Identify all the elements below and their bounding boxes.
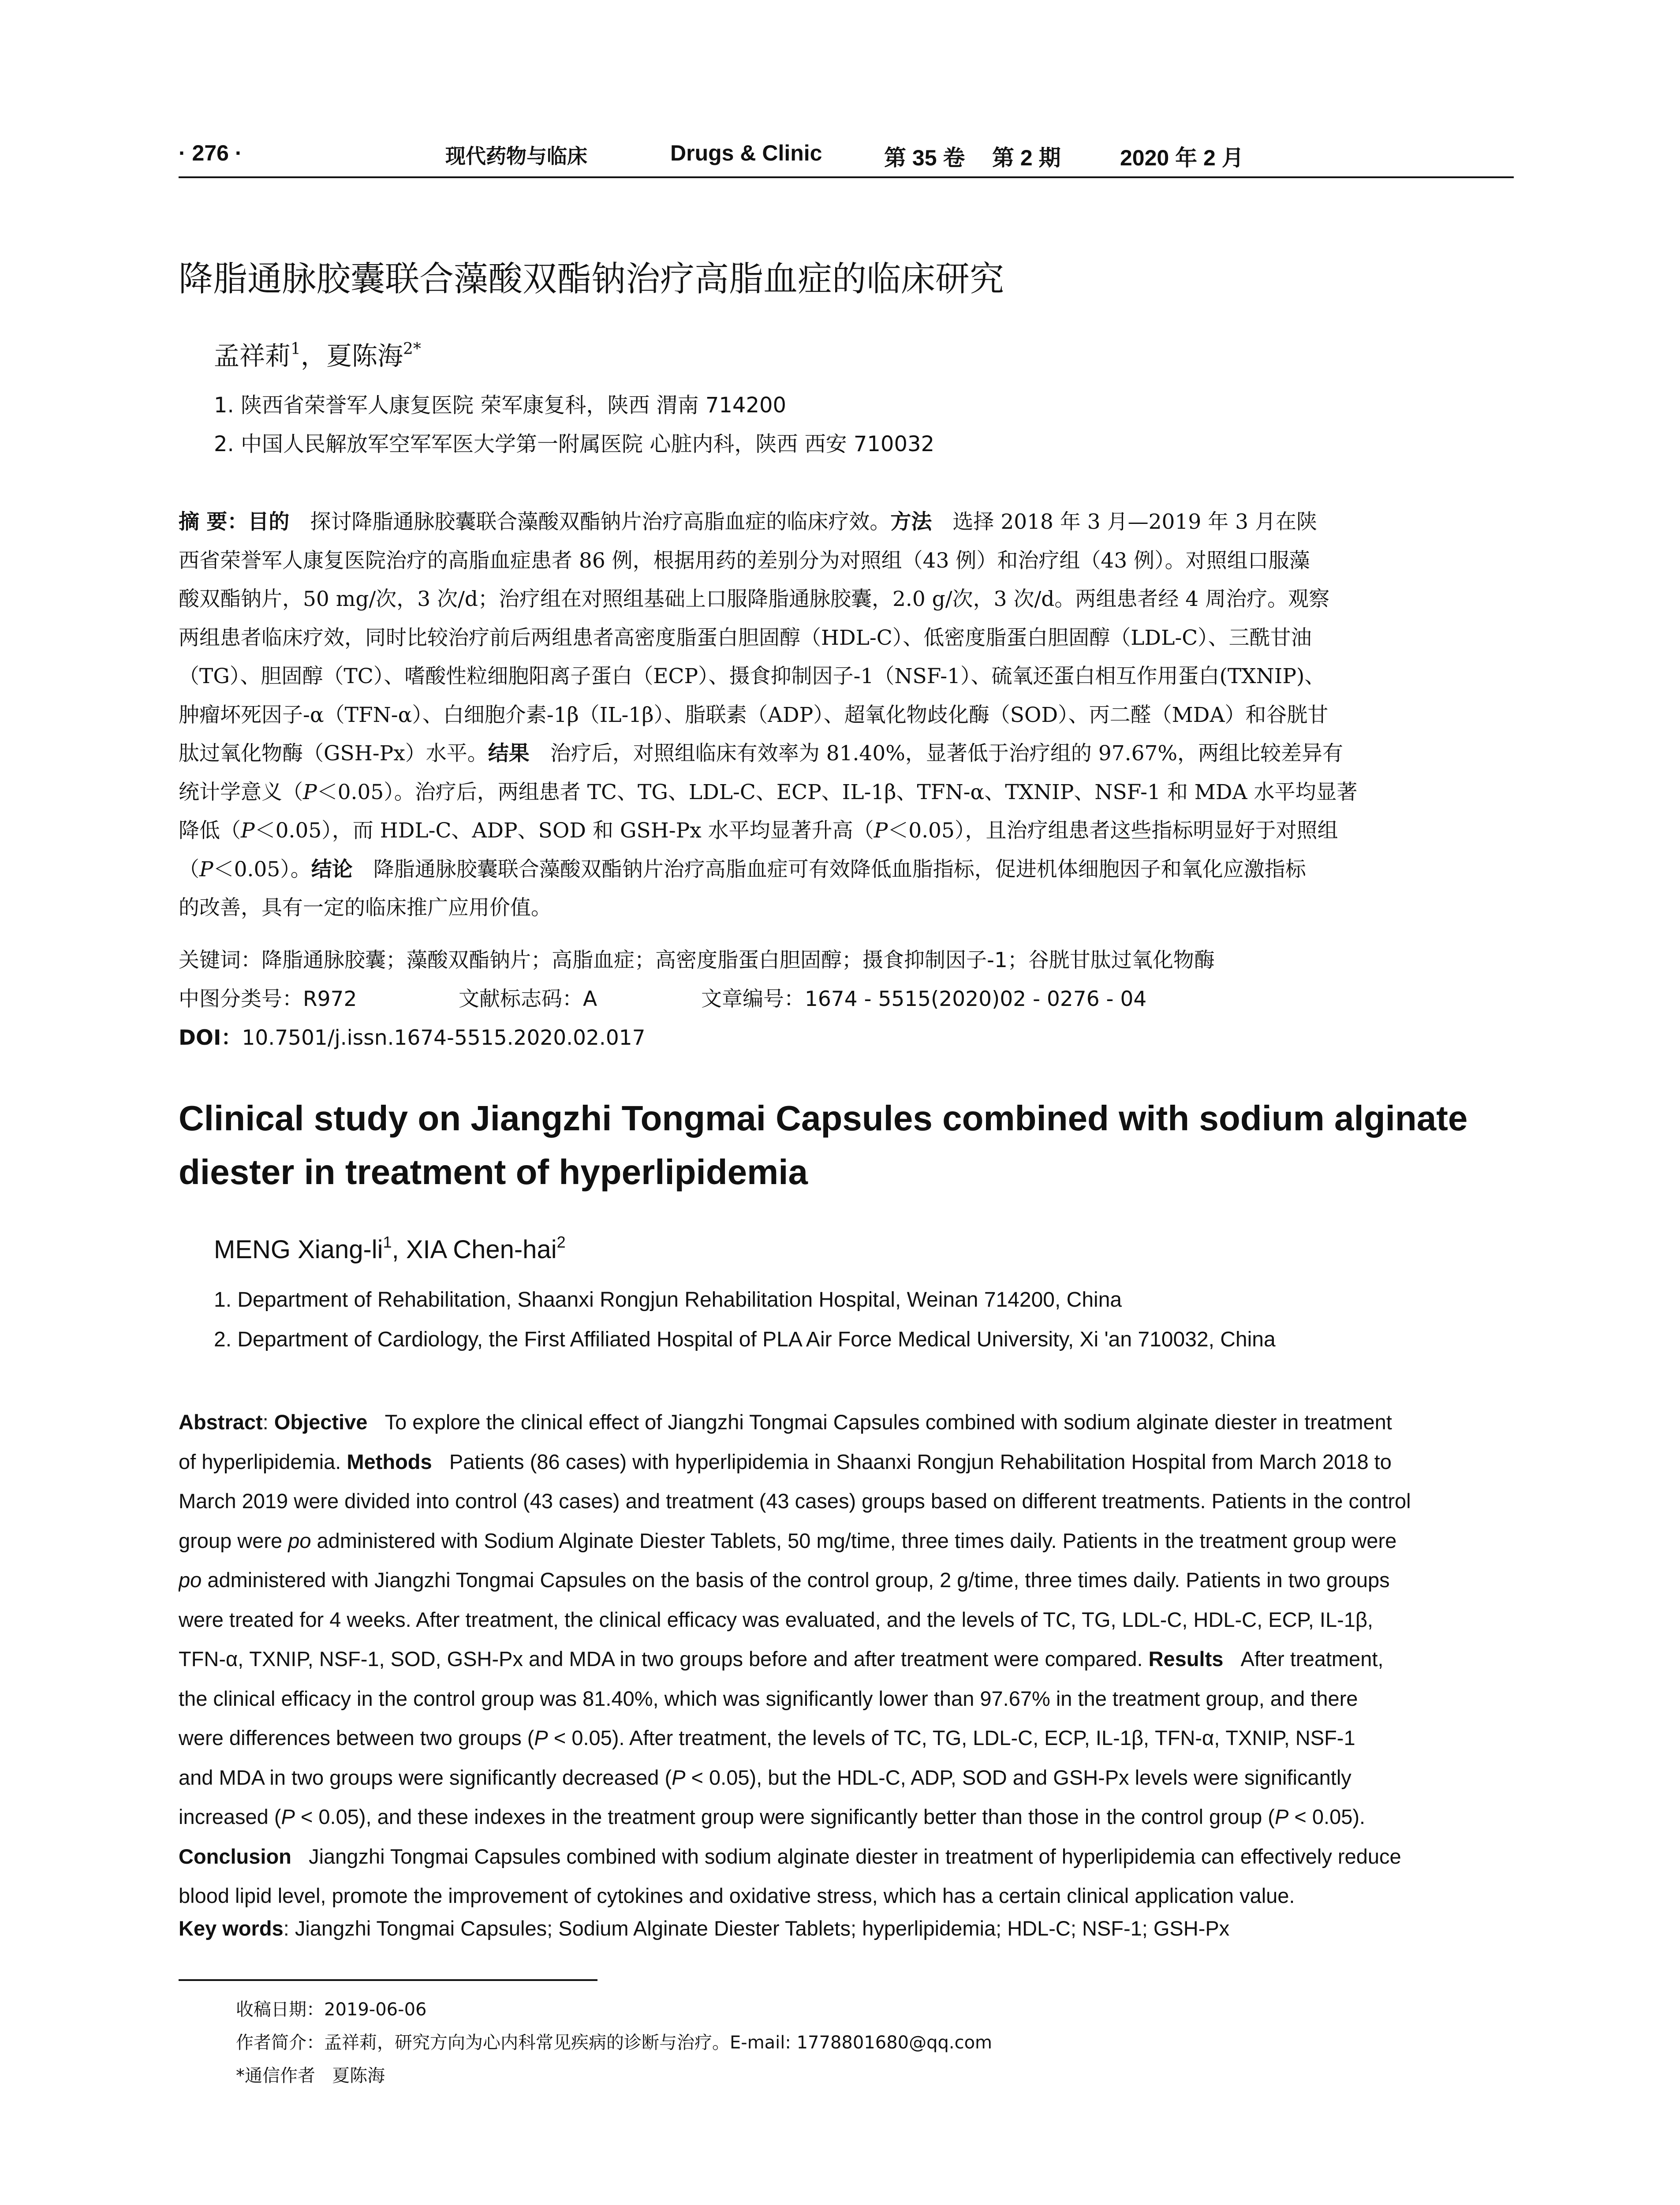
p-value-symbol: P [874, 818, 888, 843]
title-cn: 降脂通脉胶囊联合藻酸双酯钠治疗高脂血症的临床研究 [179, 259, 1004, 299]
footnote-rule [179, 1979, 597, 1981]
article-number [701, 983, 1146, 1012]
title-en-line-1: Clinical study on Jiangzhi Tongmai Capsules combined with sodium alginate [179, 1099, 1468, 1138]
abstract-en-line-1: To explore the clinical effect of Jiangzhi Tongmai Capsules combined with sodium alginate diester in treatment [385, 1410, 1392, 1434]
affiliation-2-en: 2. Department of Cardiology, the First Affiliated Hospital of PLA Air Force Medical University, Xi 'an 710032, China [214, 1328, 1276, 1351]
p-value-symbol: P [672, 1765, 686, 1789]
author-2-cn: 夏陈海 [326, 341, 403, 371]
p-value-symbol: P [199, 857, 213, 882]
page-number: · 276 · [179, 141, 243, 165]
received-label: 收稿日期： [236, 1999, 324, 2020]
abstract-cn-line-9b: ＜0.05），而 HDL-C、ADP、SOD 和 GSH-Px 水平均显著升高（ [254, 818, 874, 843]
abstract-cn-line-8a: 统计学意义（ [179, 780, 303, 804]
author-separator-cn: ， [300, 341, 326, 371]
keywords-en-text: Jiangzhi Tongmai Capsules; Sodium Alginate Diester Tablets; hyperlipidemia; HDL-C; NSF-1; GSH-Px [295, 1917, 1230, 1940]
abstract-en-line-11b: < 0.05), and these indexes in the treatment group were significantly better than those in the control group ( [295, 1805, 1275, 1828]
author-separator-en: , [392, 1235, 406, 1264]
author-2-affil-cn: 2* [403, 340, 421, 358]
abstract-en-line-9a: were differences between two groups ( [179, 1726, 534, 1749]
p-value-symbol: P [281, 1805, 295, 1828]
abstract-label-cn: 摘 要： [179, 510, 248, 534]
header-rule [179, 176, 1514, 178]
clc-number [179, 983, 357, 1012]
document-code [459, 983, 597, 1012]
abstract-en [179, 1402, 1515, 1916]
abstract-en-line-12: Jiangzhi Tongmai Capsules combined with sodium alginate diester in treatment of hyperlipidemia can effectively reduce [309, 1844, 1401, 1868]
affiliation-1-cn: 1. 陕西省荣誉军人康复医院 荣军康复科，陕西 渭南 714200 [214, 393, 787, 418]
abstract-colon-en: : [262, 1410, 274, 1434]
po-term: po [179, 1568, 202, 1592]
abstract-cn-line-9a: 降低（ [179, 818, 241, 843]
abstract-en-line-3: March 2019 were divided into control (43 cases) and treatment (43 cases) groups based on different treatments. Patients in the control [179, 1489, 1411, 1513]
abstract-cn-line-3: 酸双酯钠片，50 mg/次，3 次/d；治疗组在对照组基础上口服降脂通脉胶囊，2.0 g/次，3 次/d。两组患者经 4 周治疗。观察 [179, 587, 1330, 611]
author-bio [236, 2029, 992, 2054]
author-1-affil-en: 1 [383, 1233, 392, 1251]
methods-label-cn: 方法 [890, 510, 932, 534]
author-1-en: MENG Xiang-li [214, 1235, 383, 1264]
p-value-symbol: P [1274, 1805, 1289, 1828]
author-1-affil-cn: 1 [291, 340, 301, 358]
volume: 第 35 卷 [884, 146, 965, 170]
objective-label-cn: 目的 [248, 510, 290, 534]
authors-cn [214, 335, 421, 372]
po-term: po [288, 1529, 311, 1552]
abstract-cn-line-11: 的改善，具有一定的临床推广应用价值。 [179, 896, 552, 920]
abstract-en-line-2-tail: Patients (86 cases) with hyperlipidemia in Shaanxi Rongjun Rehabilitation Hospital from March 2018 to [449, 1450, 1392, 1473]
abstract-cn-line-7: 肽过氧化物酶（GSH-Px）水平。 [179, 741, 488, 766]
abstract-cn-line-10-tail: 降脂通脉胶囊联合藻酸双酯钠片治疗高脂血症可有效降低血脂指标，促进机体细胞因子和氧化应激指标 [373, 857, 1306, 882]
author-2-affil-en: 2 [556, 1233, 566, 1251]
author-bio-label: 作者简介： [236, 2033, 324, 2053]
clc-label: 中图分类号： [179, 987, 303, 1011]
conclusion-label-cn: 结论 [311, 857, 353, 882]
document-code-value: A [583, 987, 597, 1011]
abstract-cn [179, 503, 1515, 927]
keywords-label-en: Key words [179, 1917, 284, 1940]
abstract-en-line-10a: and MDA in two groups were significantly decreased ( [179, 1765, 672, 1789]
article-number-value: 1674 - 5515(2020)02 - 0276 - 04 [805, 987, 1147, 1011]
issue: 第 2 期 [992, 146, 1061, 170]
abstract-cn-line-6: 肿瘤坏死因子-α（TFN-α）、白细胞介素-1β（IL-1β）、脂联素（ADP）、超氧化物歧化酶（SOD）、丙二醛（MDA）和谷胱甘 [179, 703, 1329, 727]
abstract-cn-line-10b: ＜0.05）。 [213, 857, 311, 882]
p-value-symbol: P [241, 818, 255, 843]
objective-label-en: Objective [274, 1410, 368, 1434]
author-1-cn: 孟祥莉 [214, 341, 291, 371]
issue-date: 2020 年 2 月 [1120, 146, 1244, 170]
abstract-en-line-9b: < 0.05). After treatment, the levels of TC, TG, LDL-C, ECP, IL-1β, TFN-α, TXNIP, NSF-1 [548, 1726, 1355, 1749]
journal-name-cn: 现代药物与临床 [445, 144, 587, 168]
keywords-cn [179, 944, 1215, 973]
doi [179, 1021, 646, 1051]
journal-name-en: Drugs & Clinic [670, 141, 822, 165]
corresponding-author [236, 2062, 385, 2087]
abstract-en-line-6: were treated for 4 weeks. After treatment, the clinical efficacy was evaluated, and the levels of TC, TG, LDL-C, HDL-C, ECP, IL-1β, [179, 1607, 1373, 1631]
abstract-en-line-11c: < 0.05). [1288, 1805, 1366, 1828]
abstract-cn-line-5: （TG）、胆固醇（TC）、嗜酸性粒细胞阳离子蛋白（ECP）、摄食抑制因子-1（NSF-1）、硫氧还蛋白相互作用蛋白(TXNIP)、 [179, 664, 1325, 688]
abstract-cn-line-4: 两组患者临床疗效，同时比较治疗前后两组患者高密度脂蛋白胆固醇（HDL-C）、低密度脂蛋白胆固醇（LDL-C）、三酰甘油 [179, 625, 1312, 650]
abstract-en-line-10b: < 0.05), but the HDL-C, ADP, SOD and GSH-Px levels were significantly [685, 1765, 1351, 1789]
abstract-cn-line-8b: ＜0.05）。治疗后，两组患者 TC、TG、LDL-C、ECP、IL-1β、TFN-α、TXNIP、NSF-1 和 MDA 水平均显著 [317, 780, 1358, 804]
abstract-cn-line-7-tail: 治疗后，对照组临床有效率为 81.40%，显著低于治疗组的 97.67%，两组比较差异有 [550, 741, 1344, 766]
document-code-label: 文献标志码： [459, 987, 583, 1011]
keywords-colon-en: : [283, 1917, 295, 1940]
corresponding-author-label: *通信作者 [236, 2066, 315, 2086]
keywords-label-cn: 关键词： [179, 948, 261, 972]
abstract-label-en: Abstract [179, 1410, 263, 1434]
abstract-cn-line-10a: （ [179, 857, 199, 882]
abstract-cn-line-9c: ＜0.05），且治疗组患者这些指标明显好于对照组 [888, 818, 1338, 843]
abstract-en-line-4b: administered with Sodium Alginate Diester Tablets, 50 mg/time, three times daily. Patients in the treatment group were [317, 1529, 1397, 1552]
abstract-cn-line-1: 探讨降脂通脉胶囊联合藻酸双酯钠片治疗高脂血症的临床疗效。 [310, 510, 891, 534]
doi-value: 10.7501/j.issn.1674-5515.2020.02.017 [242, 1026, 646, 1050]
corresponding-author-name: 夏陈海 [332, 2066, 385, 2086]
p-value-symbol: P [534, 1726, 548, 1749]
abstract-en-line-4a: group were [179, 1529, 283, 1552]
author-bio-text: 孟祥莉，研究方向为心内科常见疾病的诊断与治疗。E-mail: 1778801680@qq.com [324, 2033, 993, 2053]
results-label-cn: 结果 [488, 741, 530, 766]
p-value-symbol: P [303, 780, 317, 804]
conclusion-label-en: Conclusion [179, 1844, 291, 1868]
article-number-label: 文章编号： [701, 987, 805, 1011]
abstract-en-line-13: blood lipid level, promote the improvement of cytokines and oxidative stress, which has a certain clinical application value. [179, 1884, 1295, 1907]
affiliation-2-cn: 2. 中国人民解放军空军军医大学第一附属医院 心脏内科，陕西 西安 710032 [214, 432, 935, 456]
affiliation-1-en: 1. Department of Rehabilitation, Shaanxi Rongjun Rehabilitation Hospital, Weinan 714200, China [214, 1288, 1122, 1312]
abstract-cn-line-1-tail: 选择 2018 年 3 月—2019 年 3 月在陕 [952, 510, 1317, 534]
doi-label: DOI： [179, 1026, 242, 1050]
clc-value: R972 [303, 987, 357, 1011]
received-date [236, 1996, 426, 2021]
abstract-en-line-5: administered with Jiangzhi Tongmai Capsules on the basis of the control group, 2 g/time, three times daily. Patients in two groups [207, 1568, 1390, 1592]
authors-en [214, 1235, 566, 1264]
title-en-line-2: diester in treatment of hyperlipidemia [179, 1152, 808, 1192]
abstract-en-line-7: TFN-α, TXNIP, NSF-1, SOD, GSH-Px and MDA in two groups before and after treatment were compared. [179, 1647, 1143, 1671]
keywords-cn-text: 降脂通脉胶囊；藻酸双酯钠片；高脂血症；高密度脂蛋白胆固醇；摄食抑制因子-1；谷胱甘肽过氧化物酶 [261, 948, 1215, 972]
results-label-en: Results [1148, 1647, 1224, 1671]
abstract-cn-line-2: 西省荣誉军人康复医院治疗的高脂血症患者 86 例，根据用药的差别分为对照组（43 例）和治疗组（43 例）。对照组口服藻 [179, 548, 1310, 573]
author-2-en: XIA Chen-hai [406, 1235, 557, 1264]
abstract-en-line-11a: increased ( [179, 1805, 281, 1828]
abstract-en-line-7-tail: After treatment, [1240, 1647, 1384, 1671]
keywords-en [179, 1916, 1229, 1940]
received-value: 2019-06-06 [324, 1999, 427, 2020]
abstract-en-line-8: the clinical efficacy in the control group was 81.40%, which was significantly lower than 97.67% in the treatment group, and there [179, 1686, 1358, 1710]
abstract-en-line-2: of hyperlipidemia. [179, 1450, 341, 1473]
methods-label-en: Methods [347, 1450, 432, 1473]
